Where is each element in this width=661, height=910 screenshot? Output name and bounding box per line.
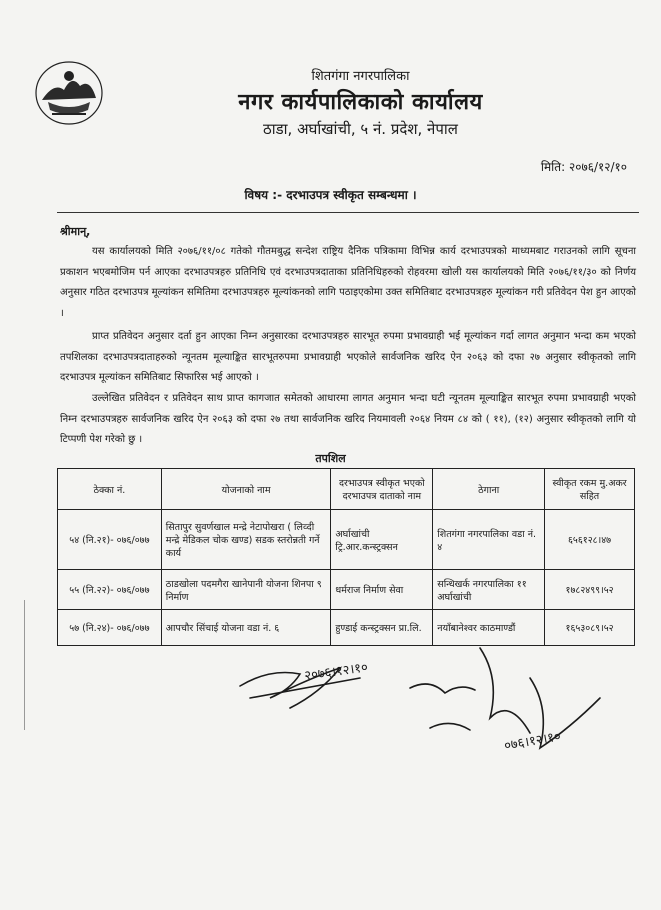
paragraph-2: प्राप्त प्रतिवेदन अनुसार दर्ता हुन आएका निम्न अनुसारका दरभाउपत्रहरु सारभूत रुपमा प्रभावग्राही भई मूल्यांकन गर्दा लागत अनुमान भन्दा कम भएको तपशिलका दरभाउपत्रदाताहरुको न्यूनतम मूल्याङ्कित सारभूतरुपमा प्रभावग्राही भएकोले सार्वजनिक खरिद ऐन २०६३ को दफा २७ अनुसार स्वीकृतको लागि दरभाउपत्र मूल्यांकन समितिबाट सिफारिस भई आएको । xyxy=(60,331,636,383)
header-contract-no: ठेक्का नं. xyxy=(58,469,162,510)
signature-date-1: २०७६।१२।१० xyxy=(303,660,369,684)
office-name-title: नगर कार्यपालिकाको कार्यालय xyxy=(238,90,483,115)
cell-address: नयाँबानेश्वर काठमाण्डौं xyxy=(433,610,545,646)
paragraph-3: उल्लेखित प्रतिवेदन र प्रतिवेदन साथ प्राप्त कागजात समेतको आधारमा लागत अनुमान भन्दा घटी न्यूनतम मूल्याङ्कित सारभूत रुपमा प्रभावग्राही भएको निम्न दरभाउपत्रहरु सार्वजनिक खरिद ऐन २०६३ को दफा २७ तथा सार्वजनिक खरिद नियमावली २०६४ नियम ८४ को ( ११), (१२) अनुसार स्वीकृतको लागि यो टिप्पणी पेश गरेको छु । xyxy=(60,393,636,445)
cell-amount: १७८२४९९।५२ xyxy=(545,570,635,610)
cell-project-name: आपचौर सिंचाई योजना वडा नं. ६ xyxy=(161,610,331,646)
handwritten-signatures xyxy=(230,638,630,768)
header-approved-amount: स्वीकृत रकम मु.अकर सहित xyxy=(545,469,635,510)
letter-date: मिति: २०७६/१२/१० xyxy=(540,160,627,174)
letter-subject: विषय :- दरभाउपत्र स्वीकृत सम्बन्धमा । xyxy=(244,188,417,202)
office-address: ठाडा, अर्घाखांची, ५ नं. प्रदेश, नेपाल xyxy=(263,120,458,138)
cell-project-name: सितापुर सुवर्णखाल मन्द्रे नेटापोखरा ( लिव्दी मन्द्रे मेडिकल चोक खण्ड) सडक स्तरोन्नती गर्ने कार्य xyxy=(161,510,331,570)
cell-bidder-name: अर्घाखांची ट्रि.आर.कन्स्ट्रक्सन xyxy=(331,510,433,570)
header-bidder-name: दरभाउपत्र स्वीकृत भएको दरभाउपत्र दाताको नाम xyxy=(331,469,433,510)
office-name-small: शितगंगा नगरपालिका xyxy=(311,69,410,84)
header-project-name: योजनाको नाम xyxy=(161,469,331,510)
contracts-table xyxy=(57,468,635,646)
cell-contract-no: ५७ (नि.२४)- ०७६/०७७ xyxy=(58,610,162,646)
margin-mark xyxy=(24,600,25,730)
cell-amount: ६५६१२८।४७ xyxy=(545,510,635,570)
cell-amount: १६५३०८९।५२ xyxy=(545,610,635,646)
cell-contract-no: ५४ (नि.२१)- ०७६/०७७ xyxy=(58,510,162,570)
paragraph-1: यस कार्यालयको मिति २०७६/११/०८ गतेको गौतमबुद्ध सन्देश राष्ट्रिय दैनिक पत्रिकामा विभिन्न कार्य दरभाउपत्रको माध्यमबाट गराउनको लागि सूचना प्रकाशन भएबमोजिम पर्न आएका दरभाउपत्रहरु प्रतिनिधि एवं दरभाउपत्रदाताका प्रतिनिधिहरुको रोहवरमा खोली यस कार्यालयको मिति २०७६/११/३० को निर्णय अनुसार गठित दरभाउपत्र मूल्यांकन समितिमा दरभाउपत्रहरु मूल्यांकनको लागि पठाइएकोमा उक्त समितिबाट दरभाउपत्रहरु मूल्यांकन गरी प्रतिवेदन पेश हुन आएको । xyxy=(60,246,636,319)
cell-address: शितगंगा नगरपालिका वडा नं. ४ xyxy=(433,510,545,570)
salutation: श्रीमान्, xyxy=(60,225,91,238)
table-row xyxy=(58,570,635,610)
cell-address: सन्धिखर्क नगरपालिका ११ अर्घाखांची xyxy=(433,570,545,610)
cell-bidder-name: हुण्डाई कन्स्ट्रक्सन प्रा.लि. xyxy=(331,610,433,646)
cell-contract-no: ५५ (नि.२२)- ०७६/०७७ xyxy=(58,570,162,610)
divider-line xyxy=(57,212,639,213)
cell-bidder-name: धर्मराज निर्माण सेवा xyxy=(331,570,433,610)
table-header-row xyxy=(58,469,635,510)
signature-date-2: ०७६।१२।१० xyxy=(503,729,563,754)
table-row xyxy=(58,510,635,570)
header-address: ठेगाना xyxy=(433,469,545,510)
table-title: तपशिल xyxy=(315,452,346,465)
cell-project-name: ठाडखोला पदमगैरा खानेपानी योजना शिनपा ९ निर्माण xyxy=(161,570,331,610)
